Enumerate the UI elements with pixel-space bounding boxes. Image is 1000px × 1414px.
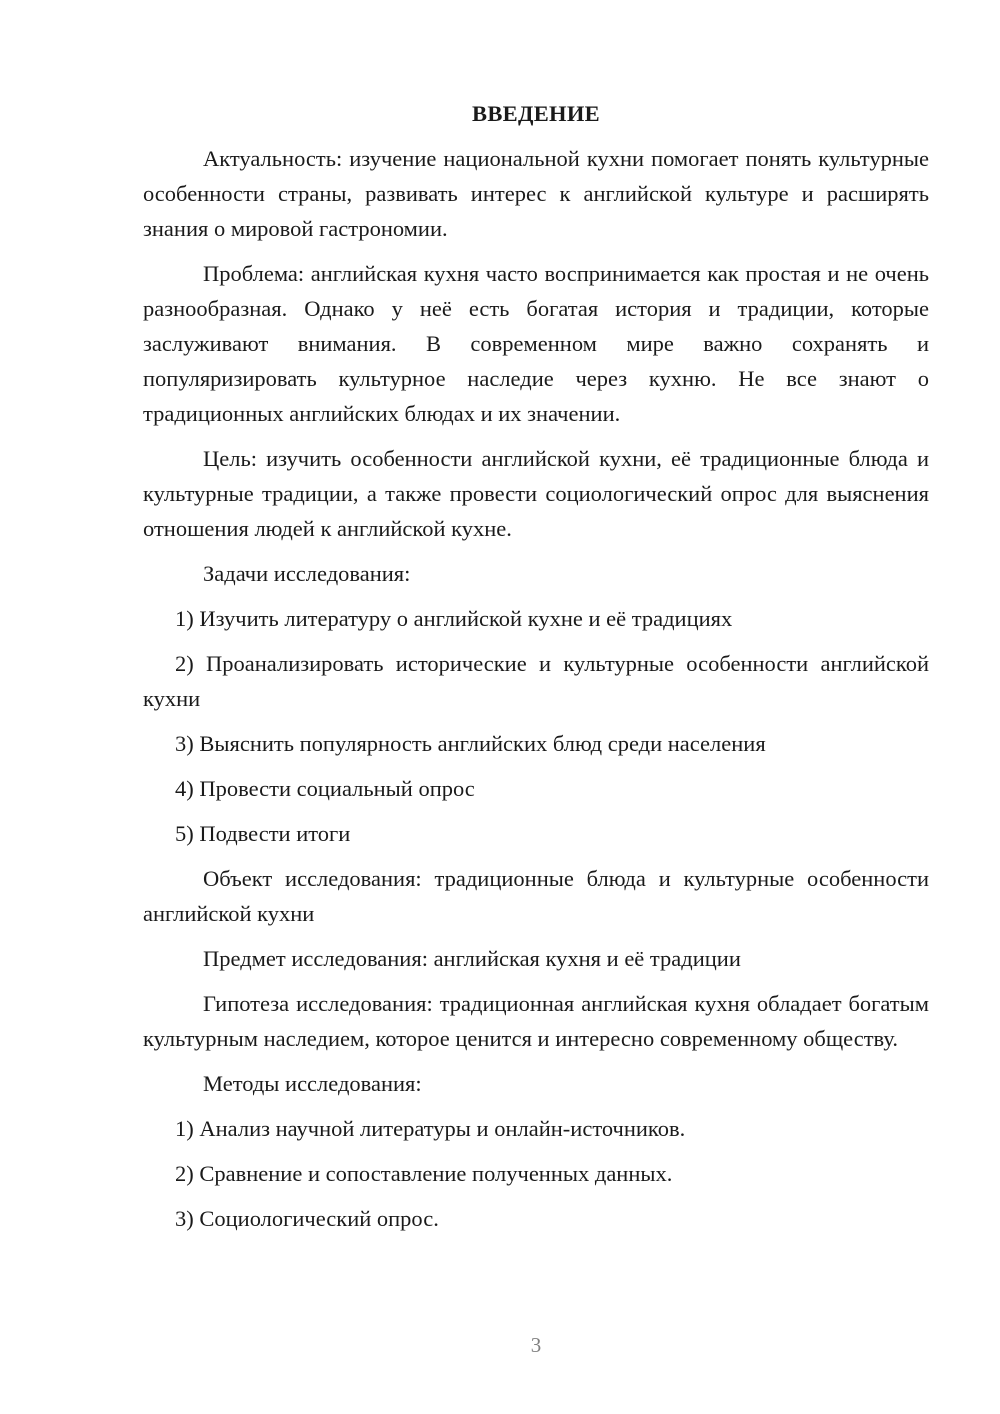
task-item: 2) Проанализировать исторические и культурные особенности английской кухни <box>143 651 929 711</box>
tasks-title: Задачи исследования: <box>203 561 411 586</box>
hypothesis-paragraph: Гипотеза исследования: традиционная английская кухня обладает богатым культурным наследием, которое ценится и интересно современному обществу. <box>143 991 929 1051</box>
method-item: 2) Сравнение и сопоставление полученных данных. <box>175 1161 673 1186</box>
object-paragraph: Объект исследования: традиционные блюда и культурные особенности английской кухни <box>143 866 929 926</box>
task-item: 3) Выяснить популярность английских блюд среди населения <box>175 731 766 756</box>
page-number: 3 <box>530 1333 542 1357</box>
task-item: 1) Изучить литературу о английской кухне и её традициях <box>175 606 733 631</box>
section-heading: ВВЕДЕНИЕ <box>472 101 600 126</box>
method-item: 1) Анализ научной литературы и онлайн-источников. <box>175 1116 686 1141</box>
page-content <box>143 96 929 1246</box>
goal-paragraph: Цель: изучить особенности английской кухни, её традиционные блюда и культурные традиции, а также провести социологический опрос для выяснения отношения людей к английской кухне. <box>143 446 929 541</box>
methods-title: Методы исследования: <box>203 1071 422 1096</box>
subject-paragraph: Предмет исследования: английская кухня и её традиции <box>203 946 741 971</box>
relevance-paragraph: Актуальность: изучение национальной кухни помогает понять культурные особенности страны, развивать интерес к английской культуре и расширять знания о мировой гастрономии. <box>143 146 929 241</box>
method-item: 3) Социологический опрос. <box>175 1206 439 1231</box>
task-item: 4) Провести социальный опрос <box>175 776 475 801</box>
problem-paragraph: Проблема: английская кухня часто воспринимается как простая и не очень разнообразная. Однако у неё есть богатая история и традиции, которые заслуживают внимания. В современном мире важно сохранять и популяризировать культурное наследие через кухню. Не все знают о традиционных английских блюдах и их значении. <box>143 261 929 426</box>
task-item: 5) Подвести итоги <box>175 821 351 846</box>
